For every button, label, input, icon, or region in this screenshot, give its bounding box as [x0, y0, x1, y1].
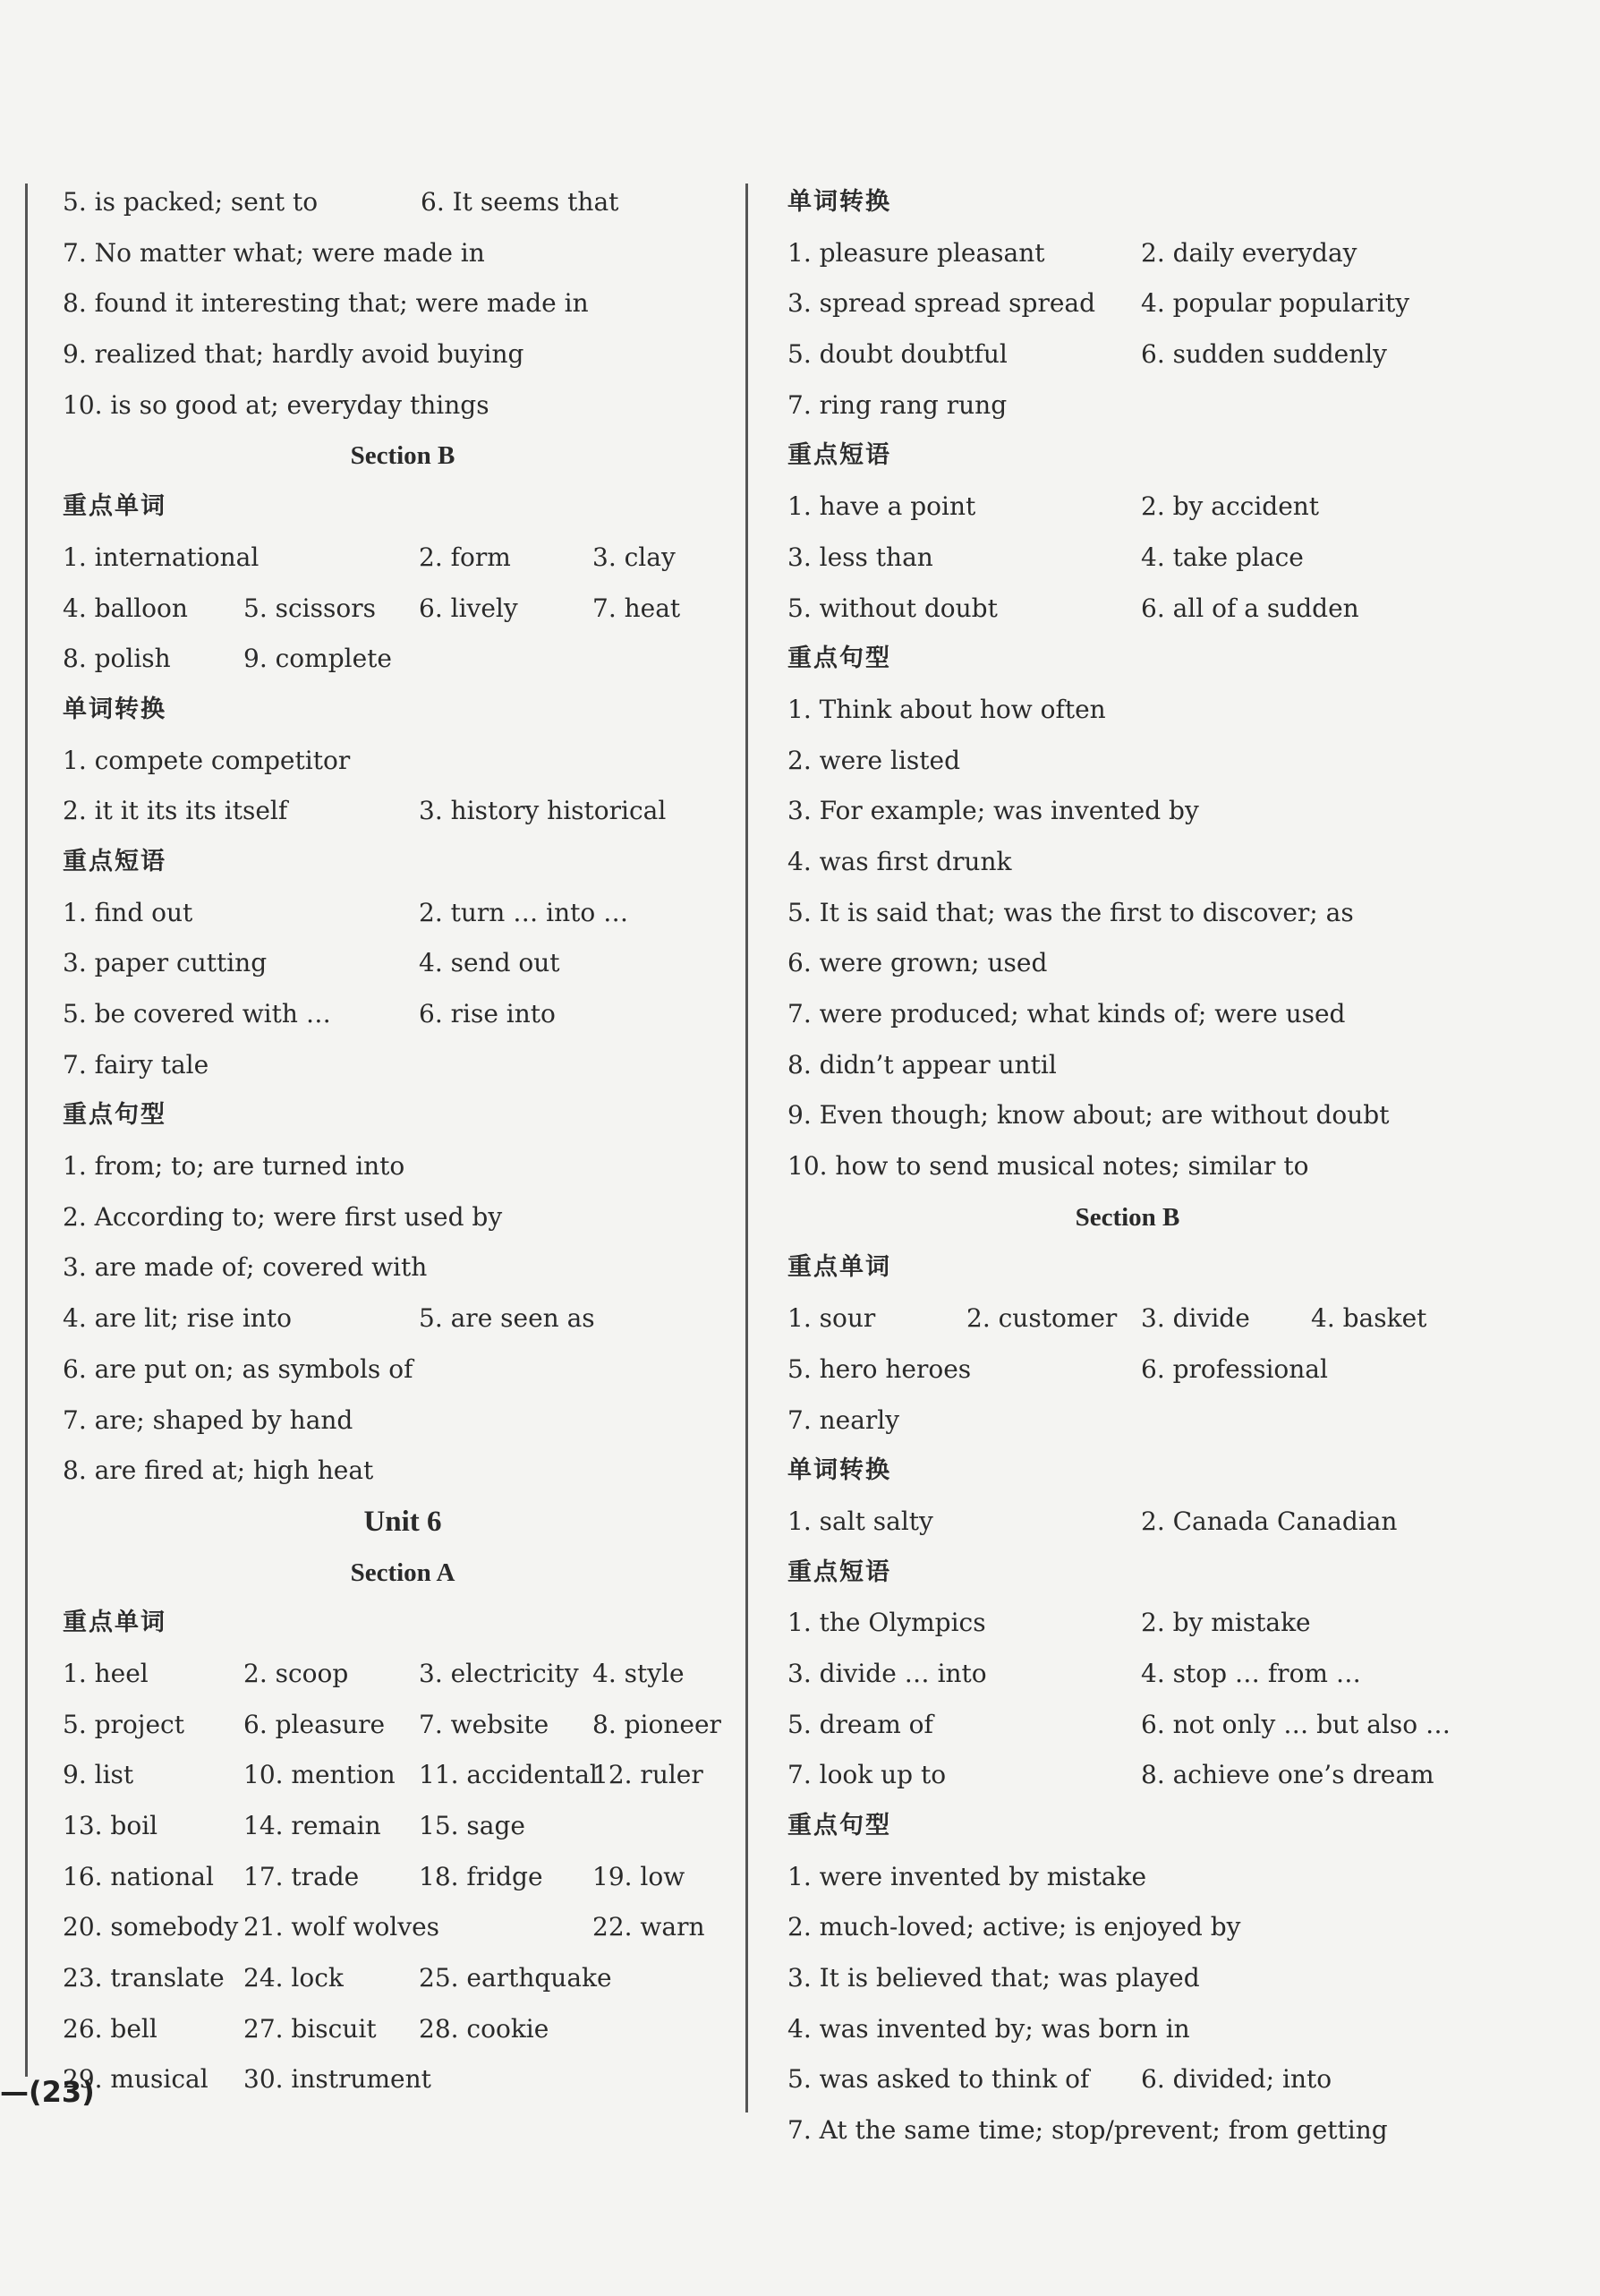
section-title: Section A [350, 1558, 455, 1587]
answer-item: 8. are fired at; high heat [63, 1455, 374, 1486]
answer-item: 3. divide … into [787, 1658, 987, 1688]
section-heading: 重点短语 [787, 1558, 891, 1586]
answer-item: 3. electricity [419, 1658, 579, 1688]
answer-item: 5. without doubt [787, 593, 998, 623]
answer-row [63, 1242, 743, 1293]
answer-item: 30. instrument [243, 2064, 431, 2095]
answer-item: 9. Even though; know about; are without doubt [787, 1100, 1390, 1131]
section-title: Section B [350, 441, 455, 471]
answer-item: 8. didn’t appear until [787, 1049, 1057, 1080]
answer-row [63, 1040, 743, 1091]
answer-row [63, 1192, 743, 1243]
unit-title: Unit 6 [363, 1505, 442, 1538]
answer-row [787, 228, 1468, 279]
answer-item: 14. remain [243, 1811, 381, 1840]
answer-row [63, 1396, 743, 1447]
answer-row [63, 1902, 743, 1953]
answer-item: 2. by mistake [1141, 1608, 1311, 1638]
answer-row [787, 989, 1468, 1040]
answer-item: 7. nearly [787, 1404, 900, 1435]
answer-item: 3. history historical [419, 796, 667, 826]
answer-item: 7. were produced; what kinds of; were used [787, 999, 1346, 1029]
answer-item: 15. sage [419, 1811, 525, 1840]
answer-item: 3. spread spread spread [787, 288, 1096, 319]
answer-row [787, 1344, 1468, 1396]
answer-item: 6. pleasure [243, 1709, 386, 1739]
answer-row [787, 938, 1468, 989]
answer-item: 9. complete [243, 644, 392, 674]
answer-item: 2. customer [966, 1303, 1118, 1334]
answer-item: 4. stop … from … [1141, 1658, 1361, 1688]
section-heading: 重点短语 [63, 847, 166, 875]
answer-item: 26. bell [63, 2013, 157, 2044]
answer-row [787, 1902, 1468, 1953]
answer-item: 28. cookie [419, 2013, 549, 2044]
answer-item: 23. translate [63, 1963, 225, 1993]
answer-item: 7. fairy tale [63, 1049, 209, 1080]
answer-item: 6. rise into [419, 999, 556, 1029]
page-number: —(23) [0, 2075, 95, 2109]
section-heading: 单词转换 [787, 188, 891, 216]
answer-item: 5. hero heroes [787, 1353, 972, 1384]
answer-item: 6. lively [419, 593, 518, 623]
answer-item: 3. divide [1141, 1303, 1250, 1334]
answer-item: 3. It is believed that; was played [787, 1963, 1200, 1993]
answer-row [787, 2105, 1468, 2156]
answer-row [63, 228, 743, 279]
left-column [63, 177, 743, 2105]
answer-item: 4. are lit; rise into [63, 1303, 292, 1334]
answer-item: 4. take place [1141, 542, 1304, 572]
answer-row [787, 1090, 1468, 1141]
answer-item: 1. heel [63, 1658, 149, 1688]
answer-row [63, 329, 743, 380]
answer-row [787, 1700, 1468, 1751]
answer-row [787, 329, 1468, 380]
section-heading: 重点短语 [787, 441, 891, 470]
answer-item: 29. musical [63, 2064, 209, 2095]
answer-row [63, 1852, 743, 1903]
answer-row [63, 1649, 743, 1700]
answer-row [63, 380, 743, 431]
answer-item: 1. pleasure pleasant [787, 237, 1045, 268]
answer-row [787, 1953, 1468, 2004]
section-heading: 重点句型 [787, 644, 891, 673]
answer-row [63, 1953, 743, 2004]
answer-item: 17. trade [243, 1861, 360, 1891]
answer-item: 10. mention [243, 1760, 396, 1790]
answer-item: 1. Think about how often [787, 694, 1106, 724]
answer-row [63, 584, 743, 635]
answer-item: 1. find out [63, 897, 193, 927]
answer-row [787, 888, 1468, 939]
answer-row [63, 1446, 743, 1497]
answer-item: 4. send out [419, 948, 560, 978]
answer-item: 5. is packed; sent to [63, 187, 319, 217]
answer-row [63, 1141, 743, 1192]
answer-row [787, 1040, 1468, 1091]
answer-item: 7. heat [592, 593, 681, 623]
section-heading: 重点句型 [63, 1101, 166, 1130]
answer-item: 1. were invented by mistake [787, 1861, 1147, 1891]
answer-row [63, 1293, 743, 1344]
answer-item: 1. compete competitor [63, 745, 351, 775]
answer-item: 5. was asked to think of [787, 2064, 1090, 2095]
answer-item: 8. achieve one’s dream [1141, 1760, 1434, 1790]
answer-item: 6. It seems that [421, 187, 619, 217]
answer-row [787, 1141, 1468, 1192]
answer-row [63, 786, 743, 837]
answer-row [787, 482, 1468, 533]
answer-item: 25. earthquake [419, 1963, 612, 1993]
answer-item: 6. are put on; as symbols of [63, 1353, 413, 1384]
answer-item: 10. how to send musical notes; similar to [787, 1151, 1309, 1182]
answer-row [787, 786, 1468, 837]
answer-item: 6. sudden suddenly [1141, 339, 1387, 370]
answer-item: 3. clay [592, 542, 676, 572]
answer-row [787, 685, 1468, 736]
answer-item: 4. was first drunk [787, 846, 1012, 876]
answer-item: 8. polish [63, 644, 171, 674]
answer-item: 7. ring rang rung [787, 389, 1008, 420]
answer-item: 9. realized that; hardly avoid buying [63, 339, 524, 370]
answer-item: 5. be covered with … [63, 999, 331, 1029]
answer-item: 5. It is said that; was the first to discover; as [787, 897, 1354, 927]
answer-item: 4. popular popularity [1141, 288, 1410, 319]
answer-row [63, 533, 743, 584]
answer-item: 6. were grown; used [787, 948, 1048, 978]
answer-item: 11. accidental [419, 1760, 598, 1790]
answer-row [787, 584, 1468, 635]
answer-item: 2. by accident [1141, 491, 1320, 522]
answer-row [63, 1700, 743, 1751]
answer-item: 2. daily everyday [1141, 237, 1357, 268]
answer-item: 4. was invented by; was born in [787, 2013, 1190, 2044]
answer-row [787, 2004, 1468, 2055]
answer-item: 1. salt salty [787, 1506, 933, 1536]
answer-row [787, 1598, 1468, 1649]
answer-item: 8. pioneer [592, 1709, 721, 1739]
answer-row [63, 2004, 743, 2055]
answer-row [63, 278, 743, 329]
answer-item: 7. website [419, 1709, 549, 1739]
answer-item: 2. much-loved; active; is enjoyed by [787, 1912, 1241, 1942]
section-heading: 重点单词 [63, 492, 166, 521]
answer-item: 2. were listed [787, 745, 961, 775]
answer-row [787, 1293, 1468, 1344]
answer-item: 7. look up to [787, 1760, 947, 1790]
answer-row [63, 938, 743, 989]
answer-item: 2. it it its its itself [63, 796, 288, 826]
answer-item: 6. not only … but also … [1141, 1709, 1451, 1739]
answer-row [787, 1396, 1468, 1447]
answer-item: 3. For example; was invented by [787, 796, 1199, 826]
answer-item: 13. boil [63, 1811, 158, 1840]
answer-row [63, 736, 743, 787]
answer-item: 1. the Olympics [787, 1608, 986, 1638]
section-heading: 重点单词 [63, 1609, 166, 1637]
answer-row [63, 2054, 743, 2105]
answer-item: 1. international [63, 542, 260, 572]
answer-row [787, 837, 1468, 888]
answer-item: 1. have a point [787, 491, 976, 522]
answer-item: 4. balloon [63, 593, 188, 623]
answer-item: 5. doubt doubtful [787, 339, 1008, 370]
answer-row [63, 1801, 743, 1852]
answer-row [63, 177, 743, 228]
answer-item: 6. professional [1141, 1353, 1328, 1384]
answer-item: 2. scoop [243, 1658, 349, 1688]
answer-item: 3. are made of; covered with [63, 1252, 428, 1283]
answer-item: 10. is so good at; everyday things [63, 389, 489, 420]
answer-item: 2. turn … into … [419, 897, 629, 927]
section-heading: 单词转换 [787, 1456, 891, 1485]
answer-item: 1. sour [787, 1303, 876, 1334]
answer-item: 18. fridge [419, 1861, 543, 1891]
answer-row [63, 1344, 743, 1396]
answer-item: 7. are; shaped by hand [63, 1404, 353, 1435]
answer-row [63, 634, 743, 685]
right-column [787, 177, 1468, 2156]
answer-item: 4. style [592, 1658, 685, 1688]
left-margin-rule [25, 184, 28, 2077]
answer-item: 2. Canada Canadian [1141, 1506, 1398, 1536]
answer-item: 2. According to; were first used by [63, 1201, 503, 1232]
answer-row [63, 888, 743, 939]
answer-row [787, 1497, 1468, 1548]
answer-row [787, 533, 1468, 584]
answer-row [63, 1750, 743, 1801]
answer-item: 7. At the same time; stop/prevent; from getting [787, 2115, 1388, 2146]
answer-item: 5. project [63, 1709, 184, 1739]
answer-item: 6. all of a sudden [1141, 593, 1359, 623]
answer-item: 1. from; to; are turned into [63, 1151, 405, 1182]
answer-row [787, 380, 1468, 431]
answer-item: 22. warn [592, 1912, 705, 1942]
answer-item: 27. biscuit [243, 2013, 377, 2044]
answer-item: 5. dream of [787, 1709, 933, 1739]
answer-row [787, 736, 1468, 787]
answer-item: 24. lock [243, 1963, 344, 1993]
section-heading: 单词转换 [63, 695, 166, 723]
section-title: Section B [1075, 1202, 1180, 1232]
answer-item: 21. wolf wolves [243, 1912, 440, 1942]
answer-item: 4. basket [1311, 1303, 1427, 1334]
answer-row [787, 1750, 1468, 1801]
answer-row [787, 2054, 1468, 2105]
answer-item: 8. found it interesting that; were made in [63, 288, 589, 319]
answer-row [787, 1852, 1468, 1903]
answer-row [787, 278, 1468, 329]
answer-item: 5. are seen as [419, 1303, 595, 1334]
answer-item: 3. paper cutting [63, 948, 268, 978]
answer-item: 12. ruler [592, 1760, 703, 1790]
answer-item: 20. somebody [63, 1912, 239, 1942]
answer-item: 7. No matter what; were made in [63, 237, 485, 268]
answer-item: 9. list [63, 1760, 134, 1790]
answer-item: 3. less than [787, 542, 933, 572]
answer-row [63, 989, 743, 1040]
section-heading: 重点单词 [787, 1253, 891, 1282]
answer-row [787, 1649, 1468, 1700]
column-divider [745, 184, 748, 2112]
answer-item: 6. divided; into [1141, 2064, 1332, 2095]
section-heading: 重点句型 [787, 1812, 891, 1839]
answer-item: 16. national [63, 1861, 214, 1891]
answer-item: 2. form [419, 542, 511, 572]
answer-item: 5. scissors [243, 593, 376, 623]
answer-item: 19. low [592, 1861, 685, 1891]
